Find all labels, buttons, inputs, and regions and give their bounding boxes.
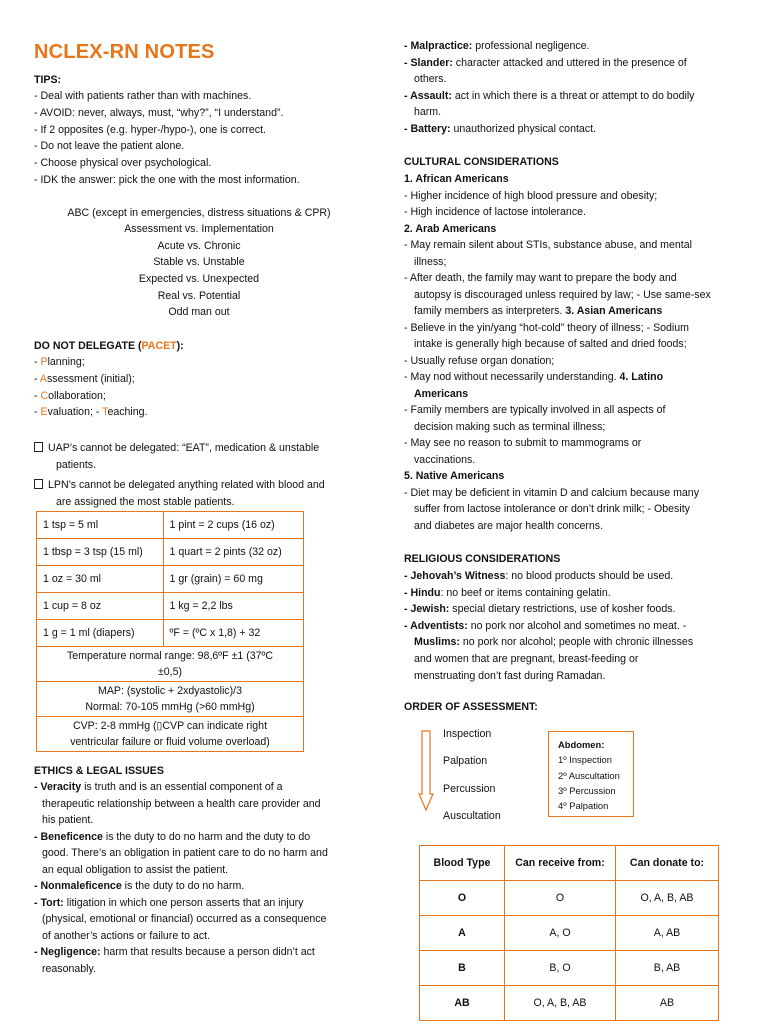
assessment-step: Inspection — [443, 728, 492, 740]
cultural-line: 1. African Americans — [404, 173, 509, 185]
delegate-item: - Evaluation; - Teaching. — [34, 406, 148, 418]
abdomen-box — [548, 731, 634, 817]
cvp-cell: CVP: 2-8 mmHg (▯CVP can indicate right ventricular failure or fluid volume overload) — [37, 717, 304, 752]
cultural-line: family members as interpreters. 3. Asian Americans — [414, 305, 663, 317]
cultural-line: - High incidence of lactose intolerance. — [404, 206, 586, 218]
ethics-line: therapeutic relationship between a health care provider and — [42, 797, 321, 810]
delegate-item: - Planning; — [34, 356, 85, 368]
blood-type-cell: A — [420, 916, 505, 951]
table-cell: 1 kg = 2,2 lbs — [163, 593, 303, 620]
priority-item: Real vs. Potential — [157, 290, 241, 302]
map-cell: MAP: (systolic + 2xdyastolic)/3 Normal: 70-105 mmHg (>60 mmHg) — [37, 682, 304, 717]
ethics-line: - Beneficence is the duty to do no harm and the duty to do — [34, 830, 311, 843]
ethics-line: of another’s actions or failure to act. — [42, 929, 211, 942]
abdomen-step: 1º Inspection — [558, 754, 612, 766]
cultural-line: suffer from lactose intolerance or don’t drink milk; - Obesity — [414, 503, 690, 515]
table-cell: 1 tsp = 5 ml — [37, 512, 164, 539]
table-cell: A, O — [505, 916, 616, 951]
cultural-heading: CULTURAL CONSIDERATIONS — [404, 156, 559, 168]
table-cell: 1 g = 1 ml (diapers) — [37, 620, 164, 647]
table-row — [37, 647, 304, 682]
table-row — [37, 512, 304, 539]
tips-heading: TIPS: — [34, 74, 62, 86]
table-header-row — [420, 846, 719, 881]
religious-line: - Jehovah’s Witness: no blood products should be used. — [404, 570, 674, 582]
cultural-line: Americans — [414, 387, 469, 400]
table-cell: 1 pint = 2 cups (16 oz) — [163, 512, 303, 539]
priority-item: Odd man out — [168, 306, 230, 318]
religious-heading: RELIGIOUS CONSIDERATIONS — [404, 553, 561, 565]
ethics-line: reasonably. — [42, 962, 96, 975]
cultural-line: - Believe in the yin/yang “hot-cold” theory of illness; - Sodium — [404, 321, 689, 334]
blood-type-cell: B — [420, 951, 505, 986]
religious-line: - Hindu: no beef or items containing gelatin. — [404, 586, 611, 599]
assessment-step: Percussion — [443, 783, 496, 795]
table-cell: B, AB — [616, 951, 719, 986]
assessment-heading: ORDER OF ASSESSMENT: — [404, 701, 538, 713]
column-header: Can donate to: — [616, 846, 719, 881]
ethics-heading: ETHICS & LEGAL ISSUES — [34, 765, 164, 777]
cultural-line: - May see no reason to submit to mammograms or — [404, 437, 642, 449]
blood-type-cell: AB — [420, 986, 505, 1021]
cultural-line: 5. Native Americans — [404, 470, 505, 482]
legal-term-line: others. — [414, 73, 447, 86]
cultural-line: - Usually refuse organ donation; — [404, 354, 555, 367]
table-cell: O — [505, 881, 616, 916]
table-cell: 1 quart = 2 pints (32 oz) — [163, 539, 303, 566]
abdomen-step: 2º Auscultation — [558, 769, 620, 781]
ethics-line: - Nonmaleficence is the duty to do no harm. — [34, 880, 245, 892]
table-cell: 1 cup = 8 oz — [37, 593, 164, 620]
cultural-line: - Family members are typically involved in all aspects of — [404, 404, 666, 416]
priority-item: Stable vs. Unstable — [153, 256, 245, 268]
tip-item: - AVOID: never, always, must, “why?”, “I understand”. — [34, 107, 284, 119]
abdomen-heading: Abdomen: — [558, 739, 605, 750]
table-row — [420, 881, 719, 916]
cultural-line: - After death, the family may want to prepare the body and — [404, 272, 677, 284]
table-cell: A, AB — [616, 916, 719, 951]
ethics-line: an equal obligation to assist the patient. — [42, 863, 229, 876]
legal-term-line: - Malpractice: professional negligence. — [404, 40, 590, 52]
table-row — [420, 986, 719, 1021]
column-header: Can receive from: — [505, 846, 616, 881]
religious-line: - Adventists: no pork nor alcohol and sometimes no meat. - — [404, 619, 687, 632]
ethics-line: - Veracity is truth and is an essential component of a — [34, 781, 283, 793]
table-cell: AB — [616, 986, 719, 1021]
checkbox-icon — [34, 442, 43, 452]
religious-line: Muslims: no pork nor alcohol; people with chronic illnesses — [414, 636, 694, 649]
cultural-line: intake is generally high because of salted and dried foods; — [414, 338, 687, 350]
cultural-line: - Diet may be deficient in vitamin D and calcium because many — [404, 486, 699, 499]
priority-item: Acute vs. Chronic — [157, 240, 241, 252]
tip-item: - Deal with patients rather than with machines. — [34, 90, 252, 102]
conversion-table — [36, 511, 304, 752]
uap-note-cont: patients. — [56, 459, 97, 471]
blood-type-table — [419, 845, 719, 1021]
religious-line: menstruating don’t fast during Ramadan. — [414, 669, 606, 682]
delegate-item: - Collaboration; — [34, 390, 106, 402]
checkbox-icon — [34, 479, 43, 489]
table-row — [37, 539, 304, 566]
cultural-line: illness; — [414, 255, 447, 268]
cultural-line: 2. Arab Americans — [404, 222, 497, 235]
cultural-line: - May nod without necessarily understanding. 4. Latino — [404, 371, 664, 383]
abdomen-step: 4º Palpation — [558, 800, 609, 812]
table-row — [37, 620, 304, 647]
religious-line: - Jewish: special dietary restrictions, use of kosher foods. — [404, 603, 676, 616]
legal-term-line: - Battery: unauthorized physical contact. — [404, 123, 596, 135]
legal-term-line: - Slander: character attacked and uttered in the presence of — [404, 56, 687, 69]
temperature-cell: Temperature normal range: 98,6ºF ±1 (37ºC ±0,5) — [37, 647, 304, 682]
table-row — [420, 916, 719, 951]
table-row — [420, 951, 719, 986]
priority-item: ABC (except in emergencies, distress situations & CPR) — [67, 207, 331, 219]
assessment-step: Auscultation — [443, 810, 501, 822]
ethics-line: good. There’s an obligation in patient care to do no harm and — [42, 847, 328, 859]
table-cell: O, A, B, AB — [505, 986, 616, 1021]
ethics-line: - Negligence: harm that results because a person didn’t act — [34, 946, 315, 958]
tip-item: - IDK the answer: pick the one with the most information. — [34, 174, 300, 186]
cultural-line: - May remain silent about STIs, substance abuse, and mental — [404, 239, 692, 251]
table-cell: ºF = (ºC x 1,8) + 32 — [163, 620, 303, 647]
priority-item: Assessment vs. Implementation — [124, 223, 274, 235]
delegate-heading: DO NOT DELEGATE (PACET): — [34, 340, 184, 352]
cultural-line: - Higher incidence of high blood pressure and obesity; — [404, 189, 658, 202]
table-cell: B, O — [505, 951, 616, 986]
column-header: Blood Type — [420, 846, 505, 881]
blood-type-cell: O — [420, 881, 505, 916]
tip-item: - Do not leave the patient alone. — [34, 140, 185, 152]
table-cell: O, A, B, AB — [616, 881, 719, 916]
cultural-line: autopsy is discouraged unless required by law; - Use same-sex — [414, 288, 711, 301]
uap-note: UAP’s cannot be delegated: “EAT”, medication & unstable — [34, 440, 319, 457]
table-cell: 1 tbsp = 3 tsp (15 ml) — [37, 539, 164, 566]
religious-line: and women that are pregnant, breast-feeding or — [414, 653, 639, 665]
priority-item: Expected vs. Unexpected — [138, 273, 260, 285]
table-cell: 1 gr (grain) = 60 mg — [163, 566, 303, 593]
delegate-item: - Assessment (initial); — [34, 373, 135, 385]
cultural-line: and diabetes are major health concerns. — [414, 519, 604, 532]
table-row — [37, 593, 304, 620]
down-arrow-icon — [418, 730, 434, 812]
legal-term-line: harm. — [414, 106, 442, 119]
assessment-step: Palpation — [443, 755, 488, 767]
legal-term-line: - Assault: act in which there is a threat or attempt to do bodily — [404, 89, 695, 102]
table-row — [37, 682, 304, 717]
ethics-line: his patient. — [42, 814, 94, 826]
cultural-line: vaccinations. — [414, 453, 476, 466]
ethics-line: (physical, emotional or financial) occurred as a consequence — [42, 913, 327, 925]
ethics-line: - Tort: litigation in which one person asserts that an injury — [34, 896, 304, 909]
lpn-note: LPN’s cannot be delegated anything related with blood and — [34, 477, 325, 494]
tip-item: - If 2 opposites (e.g. hyper-/hypo-), one is correct. — [34, 124, 266, 136]
table-cell: 1 oz = 30 ml — [37, 566, 164, 593]
table-row — [37, 566, 304, 593]
table-row — [37, 717, 304, 752]
abdomen-step: 3º Percussion — [558, 784, 616, 796]
lpn-note-cont: are assigned the most stable patients. — [56, 496, 235, 508]
cultural-line: decision making such as terminal illness; — [414, 420, 606, 433]
tip-item: - Choose physical over psychological. — [34, 157, 212, 169]
page-title: NCLEX-RN NOTES — [34, 41, 215, 63]
